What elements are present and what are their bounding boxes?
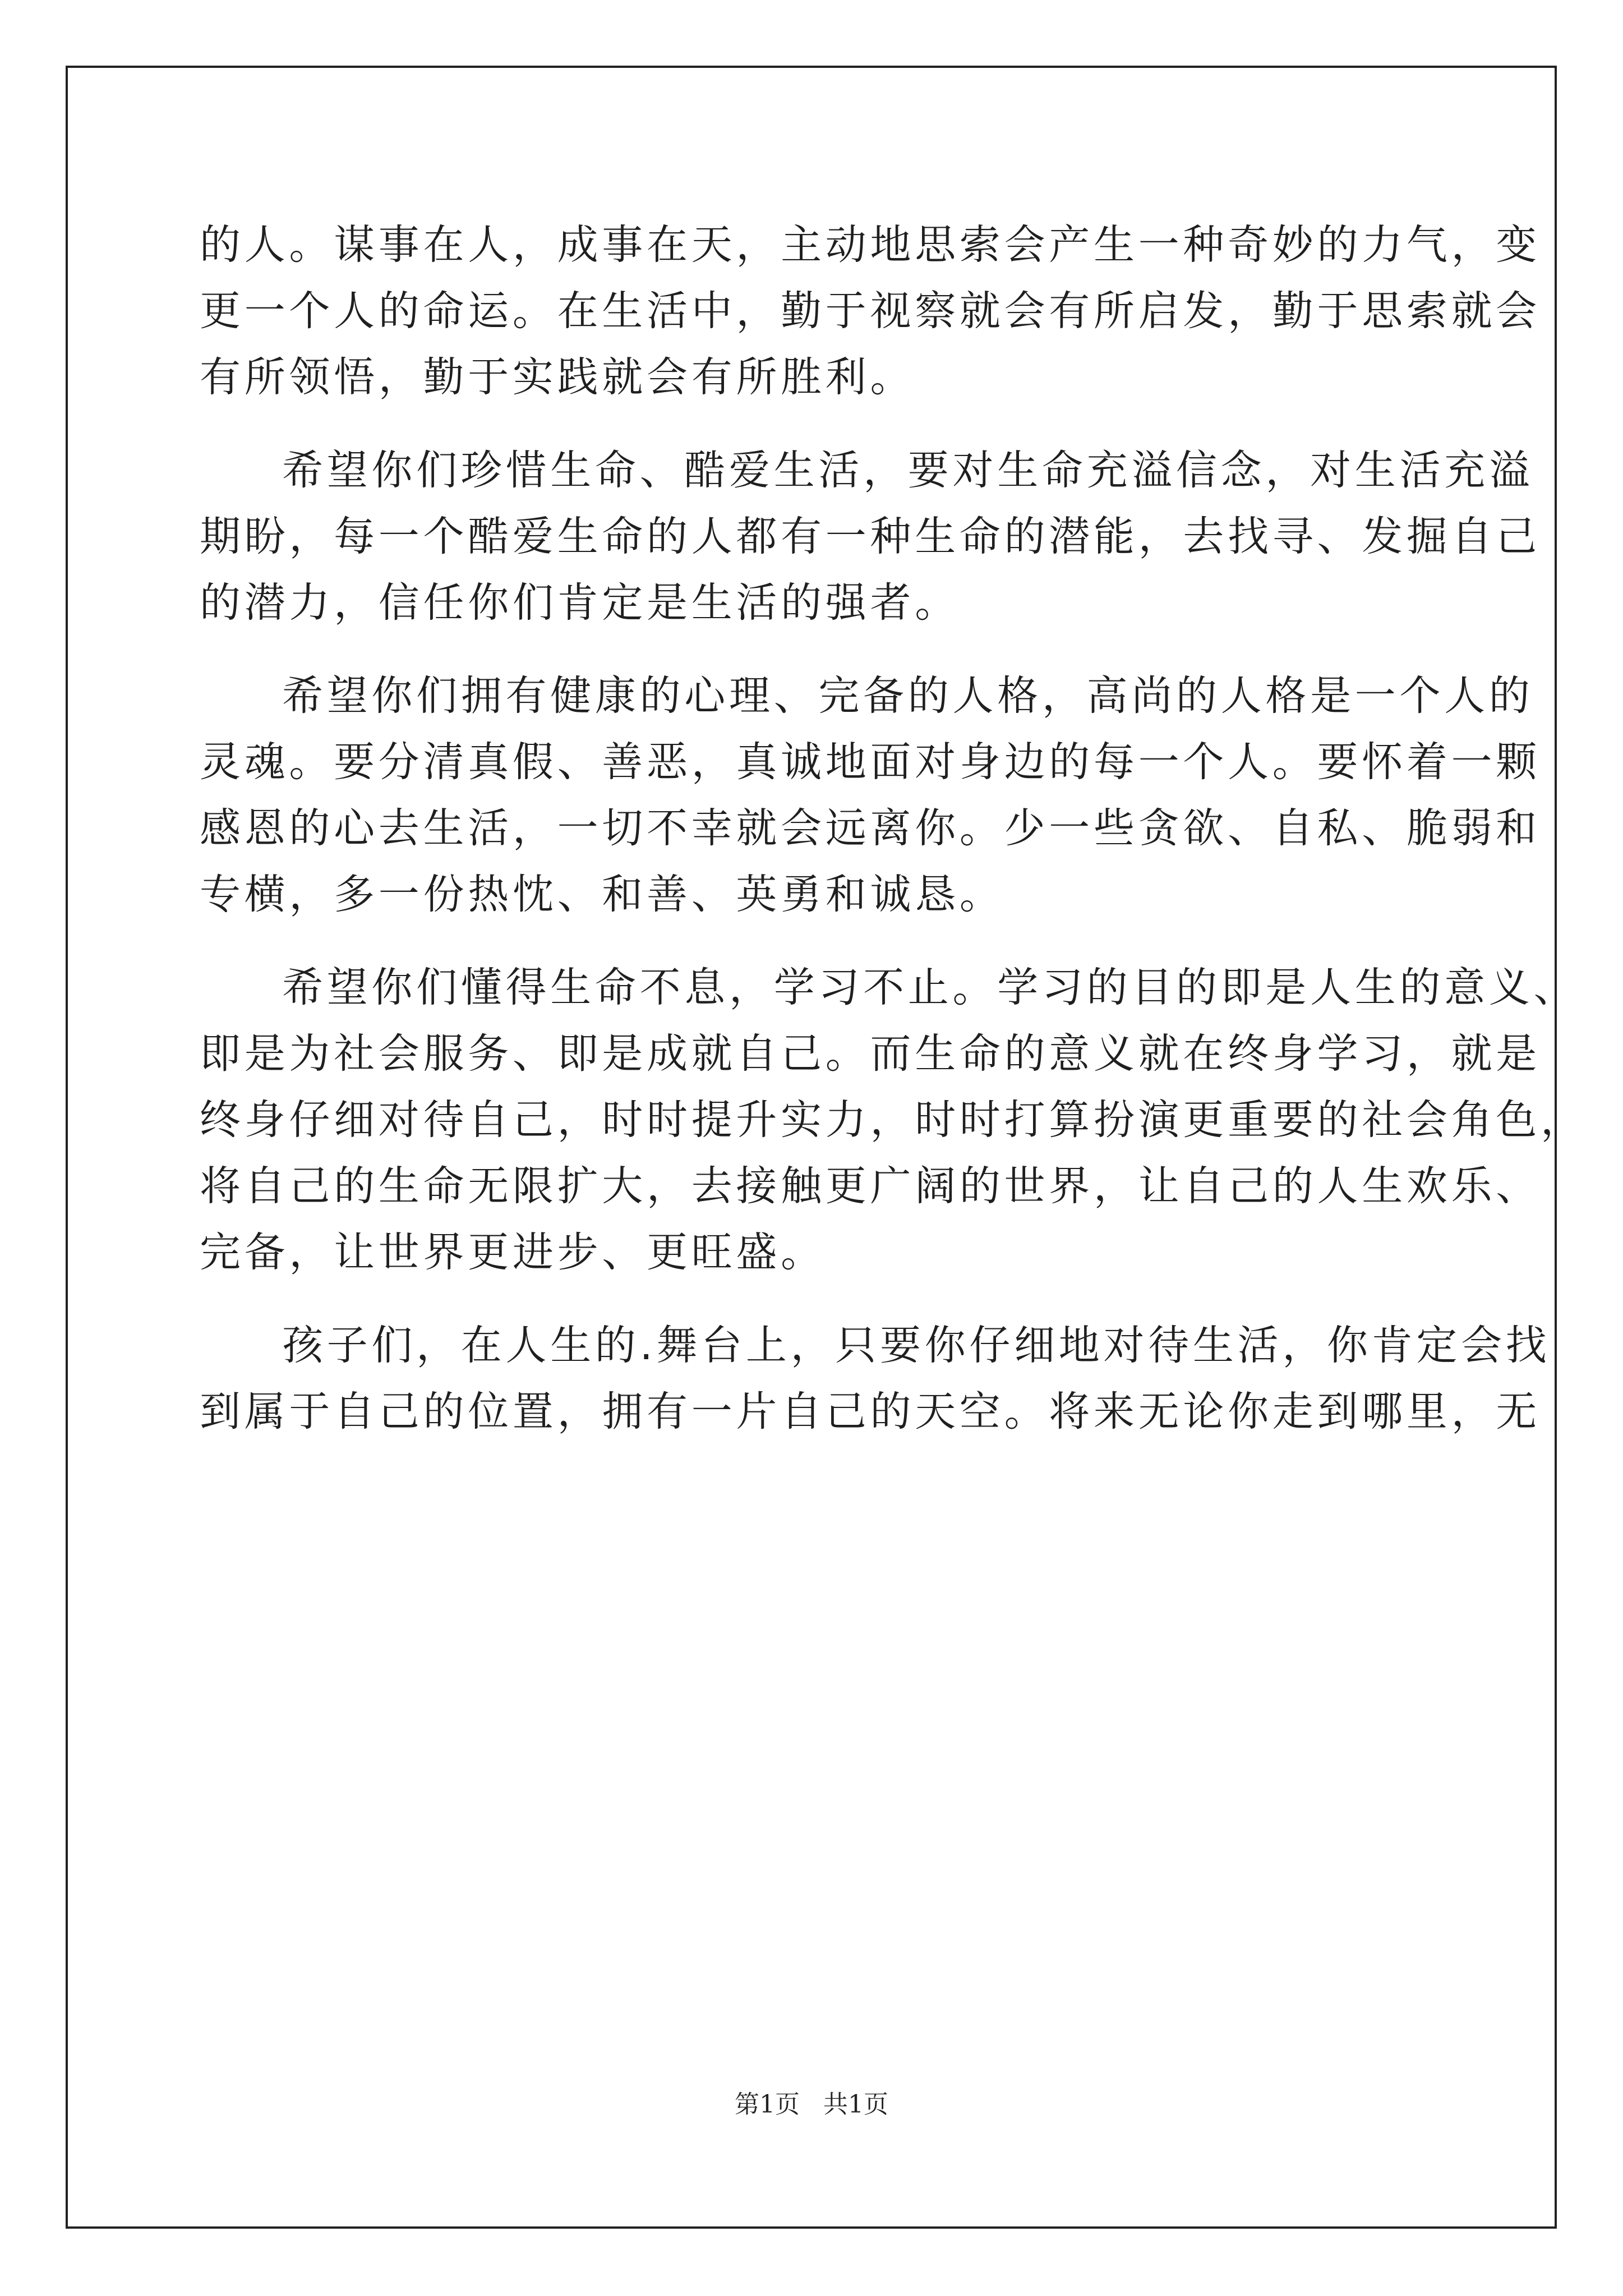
- text-line: 更一个人的命运。在生活中，勤于视察就会有所启发，勤于思索就会: [200, 287, 1541, 335]
- text-line: 灵魂。要分清真假、善恶，真诚地面对身边的每一个人。要怀着一颗: [200, 738, 1541, 786]
- text-line: 希望你们拥有健康的心理、完备的人格，高尚的人格是一个人的: [282, 672, 1534, 720]
- text-line: 终身仔细对待自己，时时提升实力，时时打算扮演更重要的社会角色，: [200, 1096, 1585, 1144]
- text-line: 有所领悟，勤于实践就会有所胜利。: [200, 353, 915, 401]
- text-line: 到属于自己的位置，拥有一片自己的天空。将来无论你走到哪里，无: [200, 1388, 1541, 1435]
- document-body: [200, 212, 1585, 1445]
- text-line: 希望你们珍惜生命、酷爱生活，要对生命充溢信念，对生活充溢: [282, 447, 1534, 494]
- text-line: 专横，多一份热忱、和善、英勇和诚恳。: [200, 871, 1004, 918]
- text-line: 孩子们，在人生的.舞台上，只要你仔细地对待生活，你肯定会找: [282, 1322, 1551, 1369]
- text-line: 即是为社会服务、即是成就自己。而生命的意义就在终身学习，就是: [200, 1030, 1541, 1078]
- text-line: 完备，让世界更进步、更旺盛。: [200, 1228, 826, 1276]
- text-line: 将自己的生命无限扩大，去接触更广阔的世界，让自己的人生欢乐、: [200, 1162, 1541, 1210]
- text-line: 希望你们懂得生命不息，学习不止。学习的目的即是人生的意义、: [282, 964, 1579, 1011]
- text-line: 的人。谋事在人，成事在天，主动地思索会产生一种奇妙的力气，变: [200, 221, 1541, 269]
- text-line: 的潜力，信任你们肯定是生活的强者。: [200, 579, 960, 627]
- page-number-footer: 第1页 共1页: [735, 2090, 888, 2119]
- text-line: 感恩的心去生活，一切不幸就会远离你。少一些贪欲、自私、脆弱和: [200, 804, 1541, 852]
- text-line: 期盼，每一个酷爱生命的人都有一种生命的潜能，去找寻、发掘自己: [200, 513, 1541, 560]
